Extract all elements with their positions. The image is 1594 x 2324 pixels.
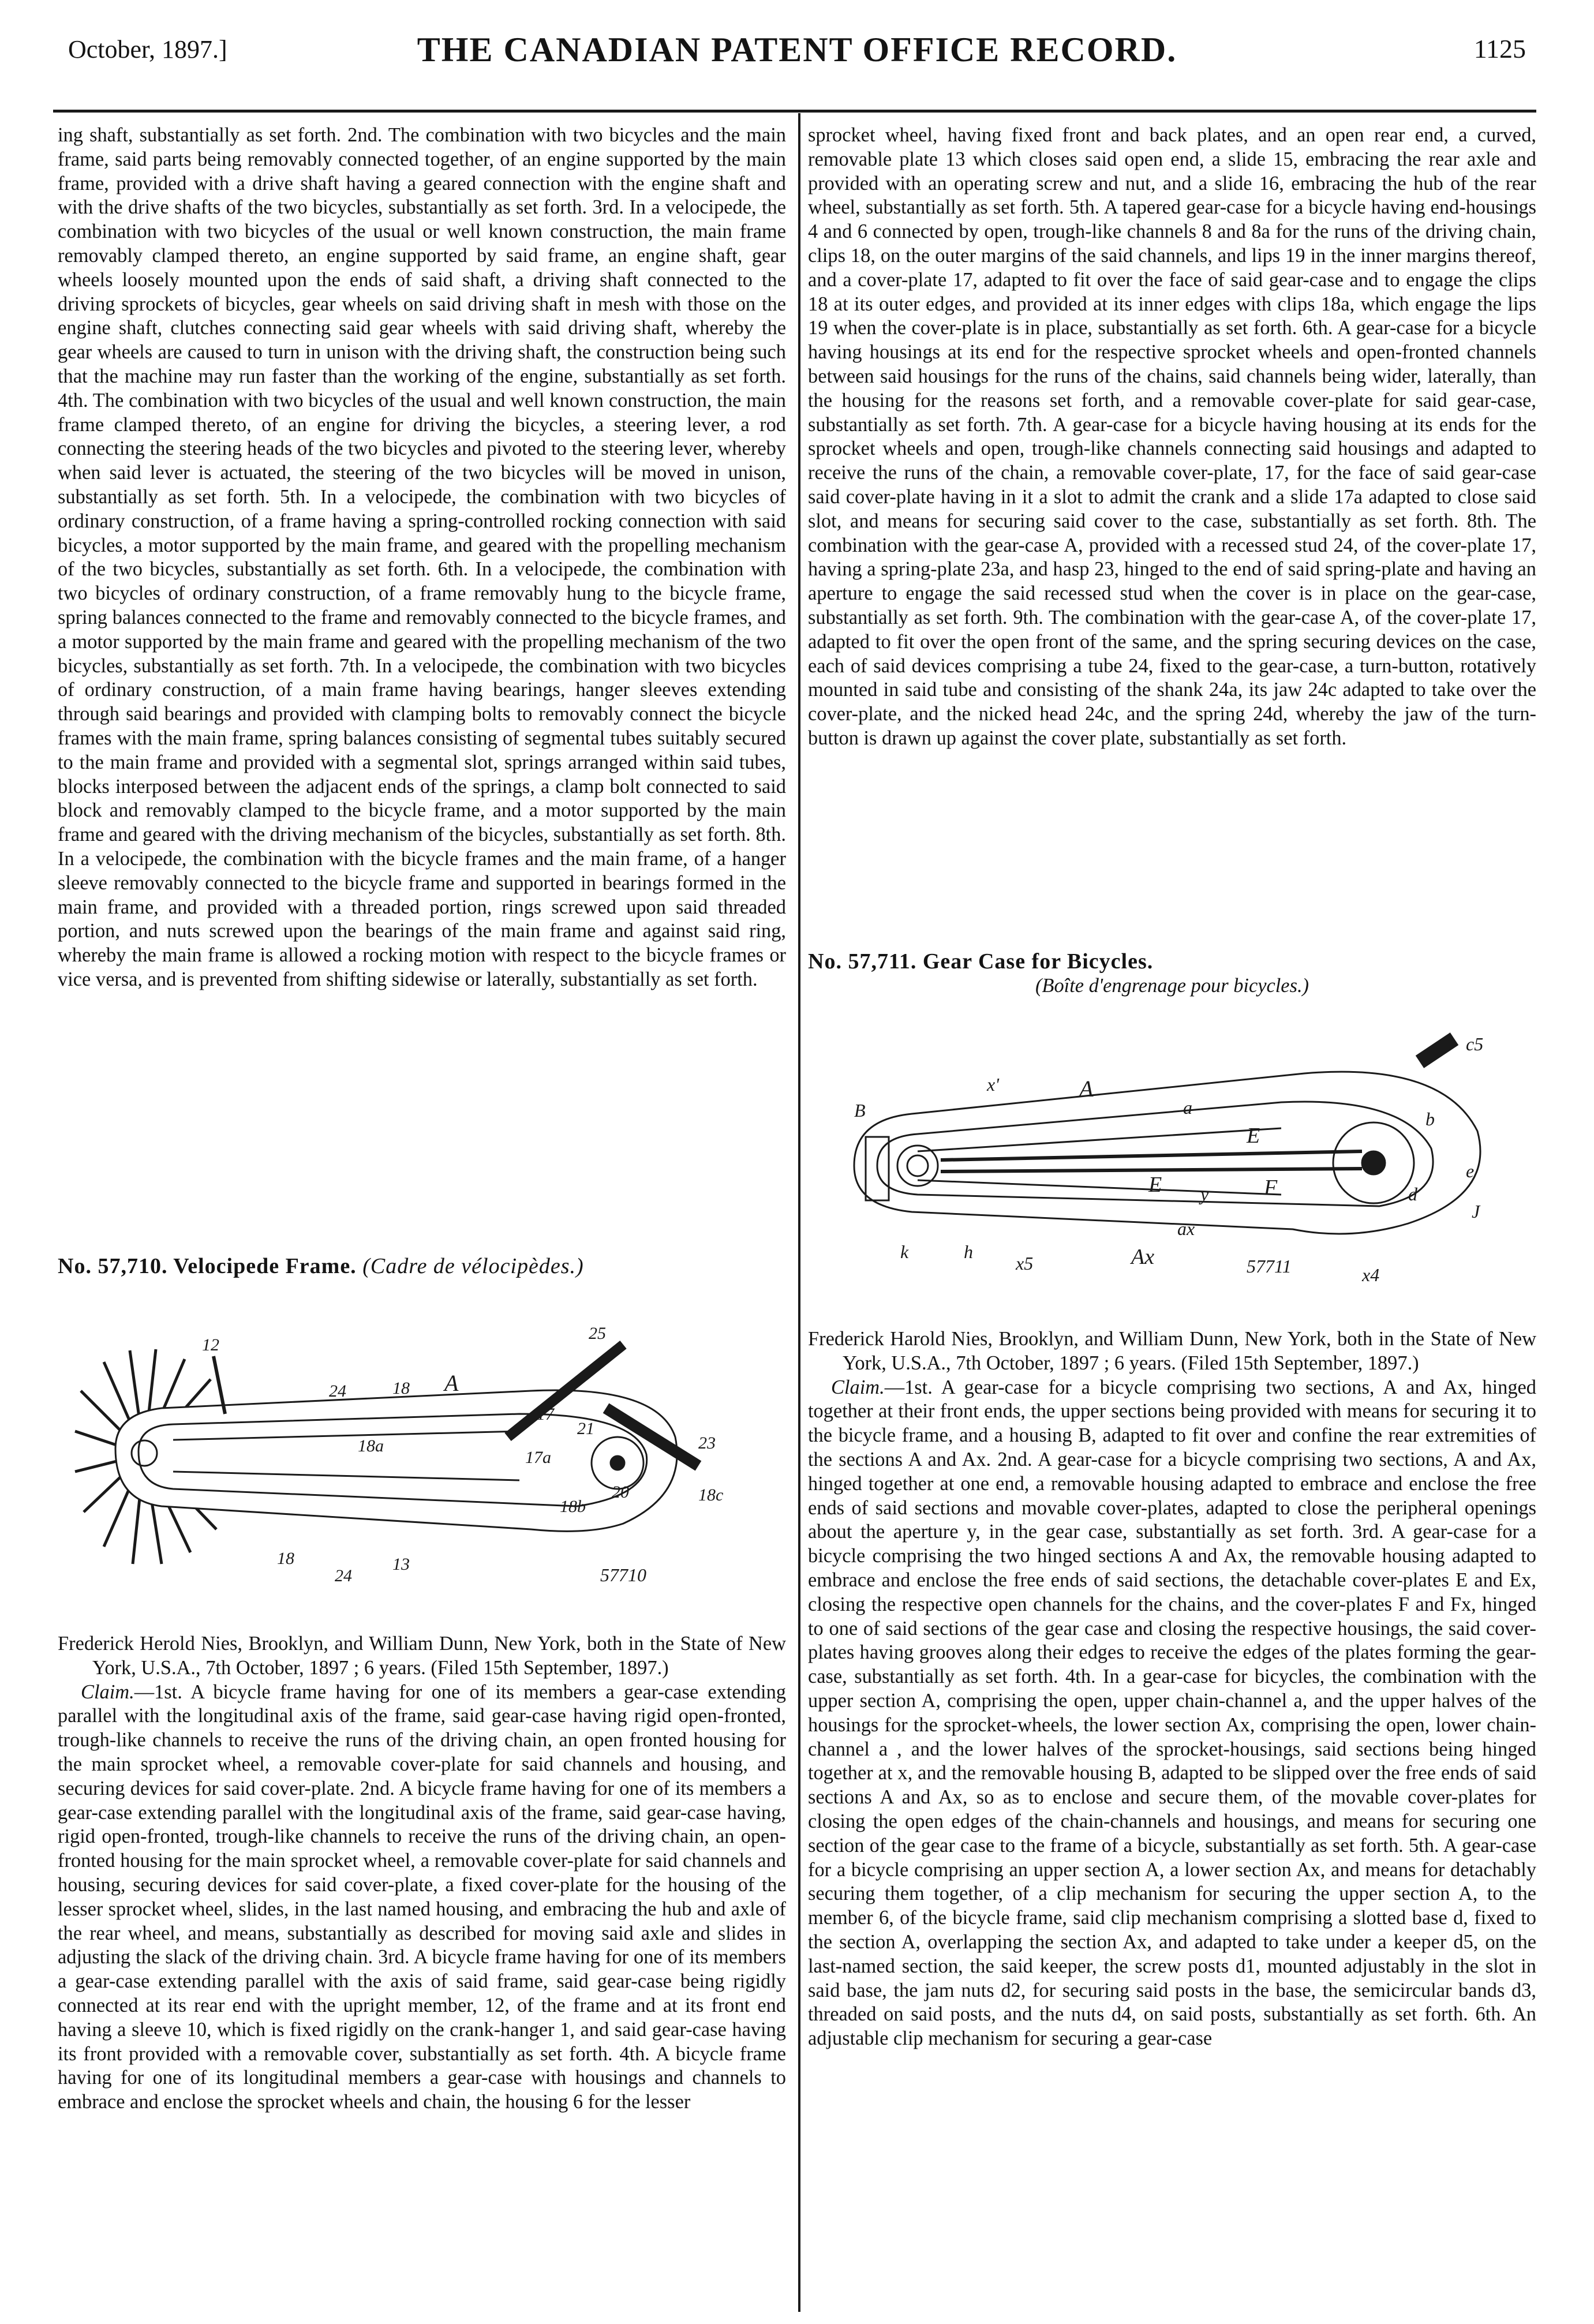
fig-label: k	[900, 1241, 909, 1262]
patent-number: No. 57,710.	[58, 1254, 168, 1278]
fig-label: 25	[589, 1324, 606, 1343]
column-divider	[798, 113, 800, 2312]
fig-label: 23	[698, 1434, 716, 1453]
fig-label: 18a	[358, 1436, 384, 1455]
fig-label: ax	[1177, 1218, 1195, 1239]
fig-label: A	[444, 1370, 459, 1396]
fig-label: J	[1472, 1201, 1480, 1222]
continuation-paragraph: sprocket wheel, having fixed front and back plates, and an open rear end, a curved, removable plate 13 which closes said open end, a slide 15, embracing the rear axle and provided with an operating screw and nut, and a slide 16, embracing the hub of the rear wheel, substantially as set forth. 5th. A tapered gear-case for a bicycle having end-housings 4 and 6 connected by open, trough-like channels 8 and 8a for the runs of the driving chain, clips 18, on the outer margins of the said channels, and lips 19 in the inner margins thereof, and a cover-plate 17, adapted to fit over the face of said gear-case and to engage the clips 18 at its outer edges, and provided at its inner edges with clips 18a, which engage the lips 19 when the cover-plate is in place, substantially as set forth. 6th. A gear-case for a bicycle having housings at its end for the respective sprocket wheels and open-fronted channels between said housings for the runs of the chains, said channels being wider, laterally, than the housing for the reasons set forth, and a removable cover-plate for said gear-case, substantially as set forth. 7th. A gear-case for a bicycle having housing at its ends for the sprocket wheels and open, trough-like channels connecting said housings and adapted to receive the runs of the chain, a removable cover-plate, 17, for the face of said gear-case said cover-plate having in it a slot to admit the crank and a slide 17a adapted to close said slot, and means for securing said cover to the case, substantially as set forth. 8th. The combination with the gear-case A, provided with a recessed stud 24, of the cover-plate 17, having a spring-plate 23a, and hasp 23, hinged to the end of said spring-plate and having an aperture to engage the said recessed stud when the cover is in place on the gear-case, substantially as set forth. 9th. The combination with the gear-case A, of the cover-plate 17, adapted to fit over the open front of the same, and the spring securing devices on the case, each of said devices comprising a tube 24, fixed to the gear-case, a turn-button, rotatively mounted in said tube and consisting of the shank 24a, its jaw 24c adapted to take over the cover-plate, and the nicked head 24c, and the spring 24d, whereby the jaw of the turn-button is drawn up against the cover plate, substantially as set forth.	[808, 124, 1536, 749]
patent-title: Gear Case for Bicycles.	[922, 949, 1154, 974]
patent-title: Velocipede Frame.	[173, 1254, 357, 1278]
fig-label: B	[854, 1100, 866, 1121]
fig-label: 18b	[560, 1497, 586, 1516]
fig-label: d	[1408, 1184, 1417, 1204]
claim-57711	[808, 1376, 1536, 2051]
page-header	[68, 30, 1526, 70]
fig-label: x'	[987, 1074, 1000, 1095]
fig-label: 20	[612, 1483, 629, 1502]
claim-text: —1st. A gear-case for a bicycle comprising two sections, A and Ax, hinged together at their front ends, the upper sections being provided with means for securing it to the bicycle frame, and a housing B, adapted to fit over and confine the rear extremities of the sections A and Ax. 2nd. A gear-case for a bicycle comprising two sections, A and Ax, hinged together at one end, a removable housing adapted to embrace and enclose the free ends of said sections and movable cover-plates, adapted to close the peripheral openings about the aperture y, in the gear case, substantially as set forth. 3rd. A gear-case for a bicycle comprising the two hinged sections A and Ax, the removable housing adapted to embrace and enclose the free ends of said sections, the detachable cover-plates E and Ex, closing the respective open channels for the chains, and the cover-plates F and Fx, hinged to one of said sections of the gear case and closing the respective housings, the said cover-plates having grooves along their edges to receive the edges of the plates forming the gear-case, substantially as set forth. 4th. In a gear-case for bicycles, the combination with the upper section A, comprising the open, upper chain-channel a, and the upper halves of the housings for the sprocket-wheels, the lower section Ax, comprising the open, lower chain-channel a , and the lower halves of the sprocket-housings, said sections being hinged together at x, and the removable housing B, adapted to be slipped over the free ends of said sections A and Ax, so as to enclose and secure them, of the movable cover-plates for closing the open edges of the chain-channels and housings, and means for securing one section of the gear case to the frame of a bicycle, substantially as set forth. 5th. A gear-case for a bicycle comprising an upper section A, a lower section Ax, and means for detachably securing them together, of a clip mechanism for securing the upper section A, to the member 6, of the bicycle frame, said clip mechanism comprising a slotted base d, fixed to the section A, overlapping the section Ax, and adapted to take under a keeper d5, on the last-named section, the said keeper, the screw posts d1, mounted adjustably in the slot in said base, the jam nuts d2, for securing said posts in the base, the semicircular bands d3, threaded on said posts, and the nuts d4, on said posts, substantially as set forth. 6th. An adjustable clip mechanism for securing a gear-case	[808, 1376, 1536, 2050]
fig-label: a	[1183, 1097, 1192, 1118]
patent-title-french: (Boîte d'engrenage pour bicycles.)	[1035, 974, 1309, 997]
fig-label: E	[1247, 1124, 1260, 1148]
fig-label: e	[1466, 1161, 1475, 1181]
continuation-paragraph: ing shaft, substantially as set forth. 2nd. The combination with two bicycles and the main frame, said parts being removably connected together, of an engine supported by the main frame, provided with a drive shaft having a geared connection with the engine shaft and with the drive shafts of the two bicycles, substantially as set forth. 3rd. In a velocipede, the combination with two bicycles of the usual or well known construction, the main frame removably clamped thereto, an engine supported by said frame, an engine shaft, gear wheels loosely mounted upon the ends of said shaft, a driving shaft connected to the driving sprockets of bicycles, gear wheels on said driving shaft in mesh with those on the engine shaft, clutches connecting said gear wheels with said driving shaft, whereby the gear wheels are caused to turn in unison with the driving shaft, the construction being such that the machine may run faster than the working of the engine, substantially as set forth. 4th. The combination with two bicycles of the usual and well known construction, the main frame clamped thereto, of an engine for driving the bicycles, a steering lever, a rod connecting the steering heads of the two bicycles and pivoted to the steering lever, whereby when said lever is actuated, the steering of the two bicycles will be moved in unison, substantially as set forth. 5th. In a velocipede, the combination with two bicycles of ordinary construction, of a frame having a spring-controlled rocking connection with said bicycles, a motor supported by the main frame, and geared with the propelling mechanism of the two bicycles, substantially as set forth. 6th. In a velocipede, the combination with two bicycles of ordinary construction, of a frame removably hung to the bicycle frame, spring balances connected to the frame and removably connected to the bicycle frames, and a motor supported by the main frame and geared with the propelling mechanism of the two bicycles, substantially as set forth. 7th. In a velocipede, the combination with two bicycles of ordinary construction, of a main frame having bearings, hanger sleeves extending through said bearings and provided with clamping bolts to removably connect the bicycle frames with the main frame, spring balances consisting of segmental tubes suitably secured to the main frame and provided with a segmental slot, springs arranged within said tubes, blocks interposed between the adjacent ends of the springs, a clamp bolt connected to said block and removably clamped to the bicycle frame, and a motor supported by the main frame and geared with the driving mechanism of the bicycles, substantially as set forth. 8th. In a velocipede, the combination with the bicycle frames and the main frame, of a hanger sleeve removably connected to the bicycle frame and supported in bearings formed in the main frame, and provided with a threaded portion, rings screwed upon said threaded portion, and nuts screwed upon the bearings of the main frame and against said ring, whereby the main frame is allowed a rocking motion with respect to the bicycle frames or vice versa, and is prevented from shifting sidewise or laterally, substantially as set forth.	[58, 124, 786, 990]
fig-label: 18	[392, 1379, 410, 1398]
left-column-continuation	[58, 124, 786, 992]
patent-body-57711	[808, 1327, 1536, 2051]
fig-label: 17	[537, 1405, 554, 1424]
patent-heading-57710	[58, 1255, 786, 1279]
inventors-57710: Frederick Herold Nies, Brooklyn, and William Dunn, New York, both in the State of New York, U.S.A., 7th October, 1897 ; 6 years. (Filed 15th September, 1897.)	[58, 1633, 786, 1679]
fig-label: 13	[392, 1555, 410, 1574]
fig-label: 18	[277, 1549, 294, 1568]
fig-label: 21	[577, 1419, 594, 1438]
fig-label: Ax	[1131, 1245, 1155, 1269]
fig-label: c5	[1466, 1034, 1484, 1054]
figure-velocipede-frame	[69, 1322, 750, 1599]
fig-label: h	[964, 1241, 973, 1262]
gear-case-drawing	[831, 1027, 1524, 1298]
right-column-continuation	[808, 124, 1536, 751]
fig-label: x4	[1362, 1264, 1380, 1285]
inventors-57711: Frederick Harold Nies, Brooklyn, and William Dunn, New York, both in the State of New York, U.S.A., 7th October, 1897 ; 6 years. (Filed 15th September, 1897.)	[808, 1328, 1536, 1374]
figure-number: 57711	[1247, 1256, 1292, 1277]
figure-gear-case	[831, 1027, 1524, 1298]
fig-label: E	[1148, 1173, 1162, 1197]
fig-label: 24	[335, 1566, 352, 1585]
fig-label: 18c	[698, 1485, 724, 1505]
fig-label: y	[1200, 1184, 1209, 1204]
patent-body-57710	[58, 1632, 786, 2115]
claim-57710	[58, 1681, 786, 2115]
patent-title-french: (Cadre de vélocipèdes.)	[362, 1254, 584, 1278]
fig-label: A	[1079, 1076, 1094, 1102]
fig-label: x5	[1016, 1253, 1034, 1274]
page-number: 1125	[1473, 34, 1526, 63]
header-date: October, 1897.]	[68, 35, 227, 63]
figure-number: 57710	[600, 1565, 646, 1585]
claim-label: Claim.	[81, 1681, 134, 1703]
fig-label: 12	[202, 1335, 219, 1354]
claim-label: Claim.	[831, 1376, 885, 1398]
header-title: THE CANADIAN PATENT OFFICE RECORD.	[417, 31, 1177, 69]
fig-label: 24	[329, 1382, 346, 1401]
patent-heading-57711	[808, 950, 1536, 998]
header-rule	[53, 110, 1536, 113]
fig-label: b	[1425, 1109, 1435, 1129]
fig-label: F	[1264, 1176, 1278, 1200]
claim-text: —1st. A bicycle frame having for one of its members a gear-case extending parallel with the longitudinal axis of the frame, said gear-case having rigid open-fronted, trough-like channels to receive the runs of the driving chain, an open fronted housing for the main sprocket wheel, a removable cover-plate for said channels and housing, and securing devices for said cover-plate. 2nd. A bicycle frame having for one of its members a gear-case extending parallel with the longitudinal axis of the frame, said gear-case having, rigid open-fronted, trough-like channels to receive the runs of the driving chain, an open-fronted housing for the main sprocket wheel, a removable cover-plate for said channels and housing, securing devices for said cover-plate, a fixed cover-plate for the housing of the lesser sprocket wheel, slides, in the last named housing, and embracing the hub and axle of the rear wheel, and means, substantially as described for moving said axle and slides in adjusting the slack of the driving chain. 3rd. A bicycle frame having for one of its members a gear-case extending parallel with the axis of said frame, said gear-case being rigidly connected at its rear end with the upright member, 12, of the frame and at its front end having a sleeve 10, which is fixed rigidly on the crank-hanger 1, and said gear-case having its front provided with a removable cover, substantially as set forth. 4th. A bicycle frame having for one of its longitudinal members a gear-case with housings and channels to embrace and enclose the sprocket wheels and chain, the housing 6 for the lesser	[58, 1681, 786, 2113]
patent-number: No. 57,711.	[808, 949, 917, 974]
fig-label: 17a	[525, 1448, 551, 1467]
velocipede-frame-drawing	[69, 1322, 750, 1599]
